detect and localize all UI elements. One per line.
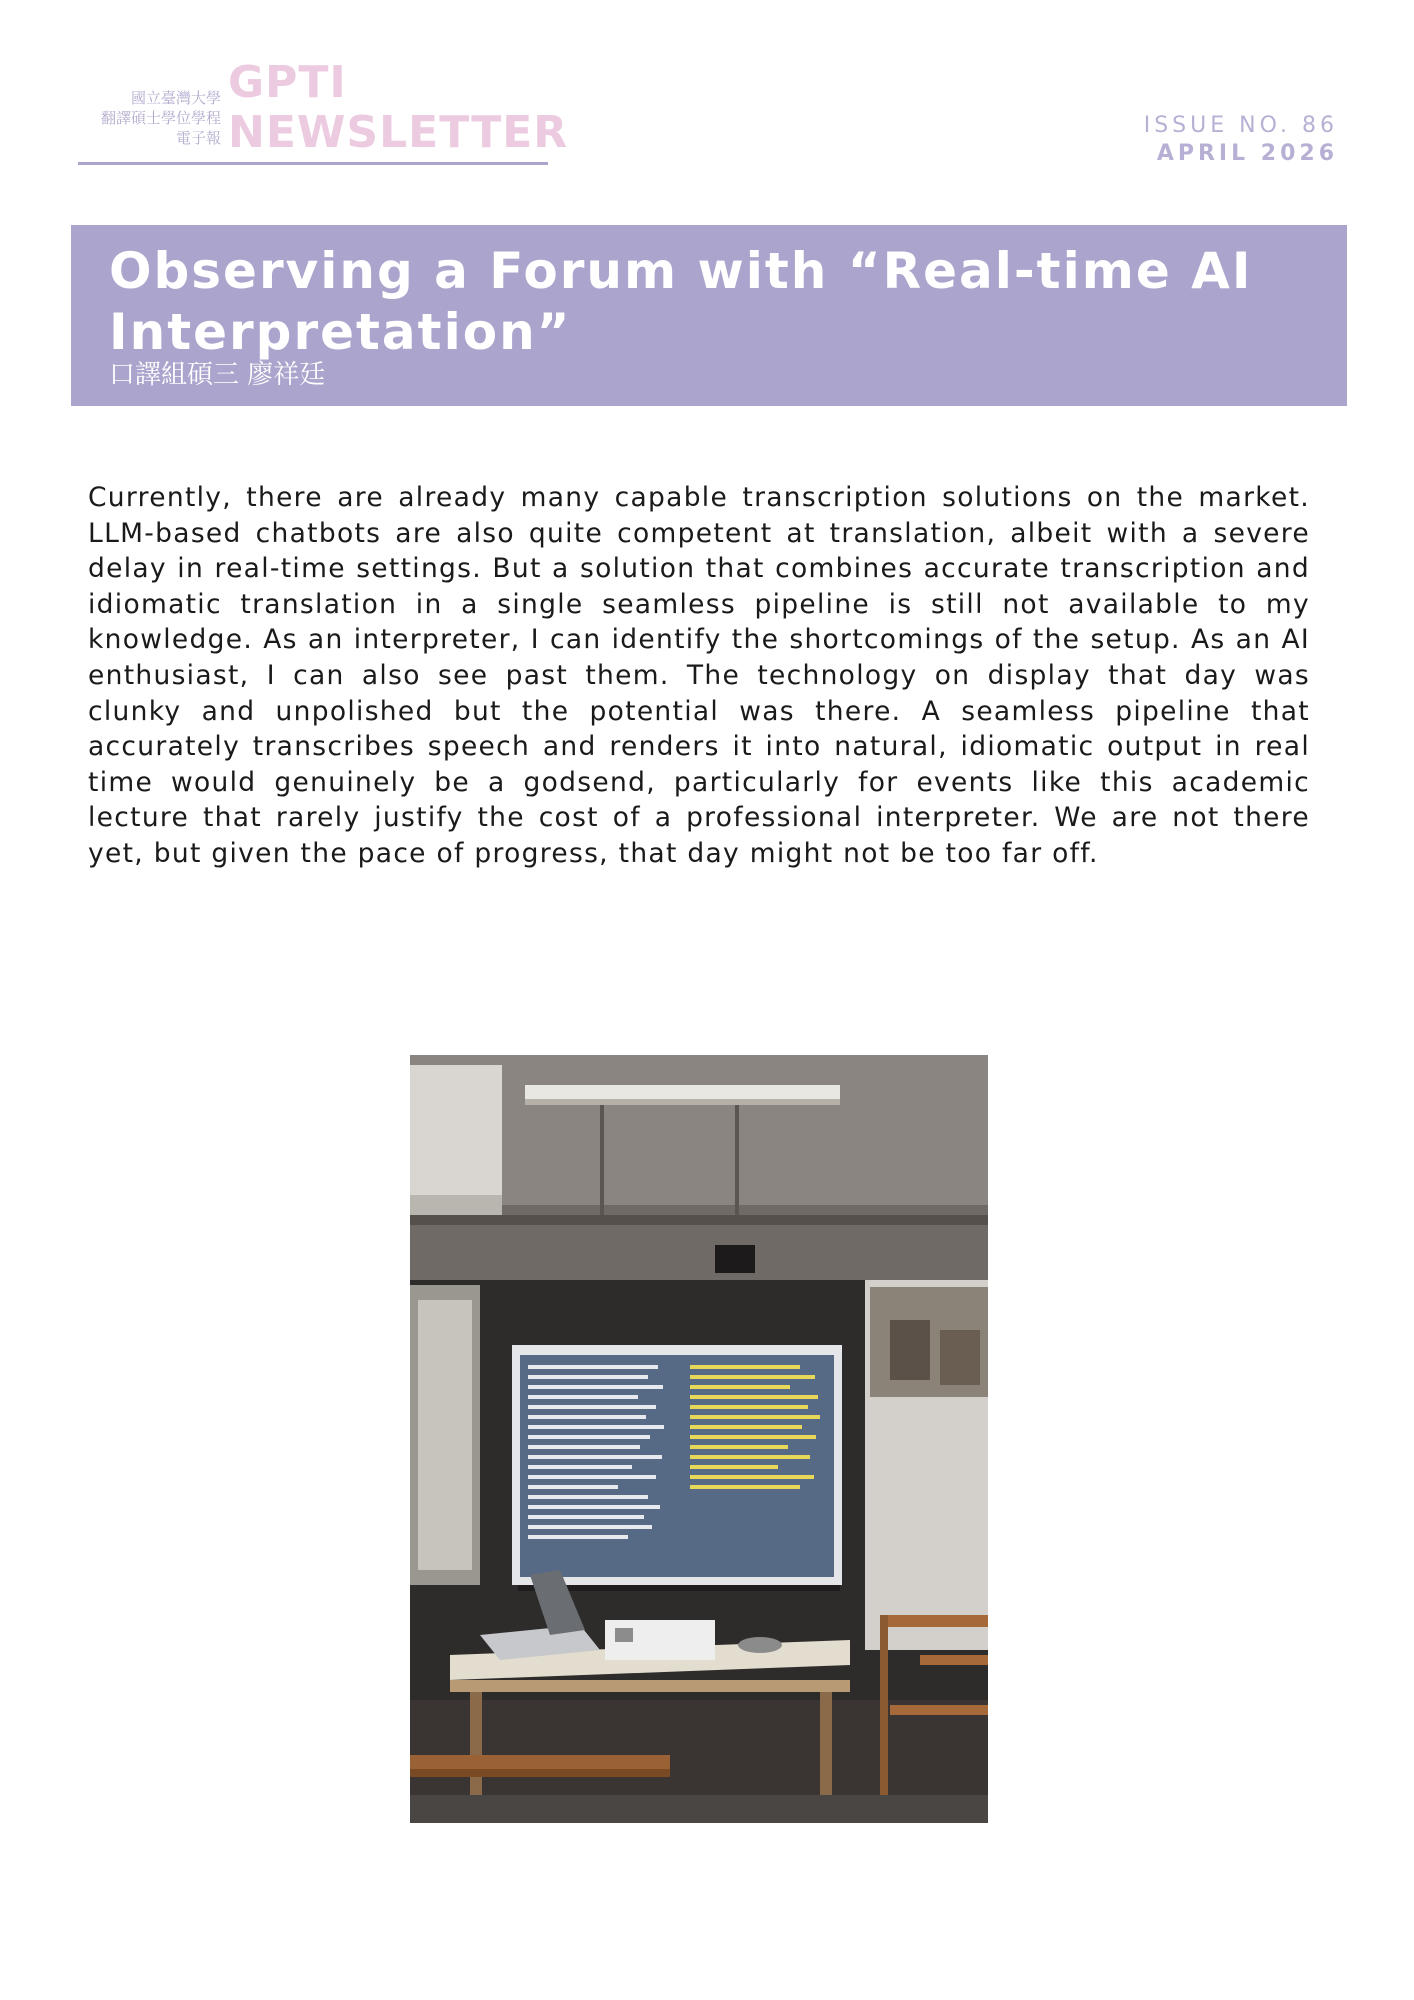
photo-illustration [410, 1055, 988, 1823]
issue-date: APRIL 2026 [1156, 141, 1338, 166]
org-line-program: 翻譯碩士學位學程 [100, 109, 221, 127]
organization-name [78, 88, 221, 148]
newsletter-logo [228, 58, 568, 158]
issue-info [1144, 112, 1338, 168]
lecture-room-photo [410, 1055, 988, 1823]
org-line-university: 國立臺灣大學 [130, 89, 221, 107]
article-author: 口譯組碩三 廖祥廷 [109, 360, 326, 390]
article-body: Currently, there are already many capable transcription solutions on the market. LLM-based chatbots are also quite competent at translation, albeit with a severe delay in real-time settings. But a solution that combines accurate transcription and idiomatic translation in a single seamless pipeline is still not available to my knowledge. As an interpreter, I can identify the shortcomings of the setup. As an AI enthusiast, I can also see past them. The technology on display that day was clunky and unpolished but the potential was there. A seamless pipeline that accurately transcribes speech and renders it into natural, idiomatic output in real time would genuinely be a godsend, particularly for events like this academic lecture that rarely justify the cost of a professional interpreter. We are not there yet, but given the pace of progress, that day might not be too far off. [88, 482, 1310, 869]
org-line-newsletter: 電子報 [175, 129, 221, 147]
issue-number: ISSUE NO. 86 [1143, 113, 1338, 138]
title-banner [71, 225, 1347, 406]
masthead [78, 57, 569, 168]
article-title: Observing a Forum with “Real-time AI Interpretation” [109, 242, 1253, 361]
logo-gpti: GPTI [228, 57, 347, 108]
masthead-divider [78, 162, 548, 165]
logo-newsletter: NEWSLETTER [228, 107, 569, 158]
